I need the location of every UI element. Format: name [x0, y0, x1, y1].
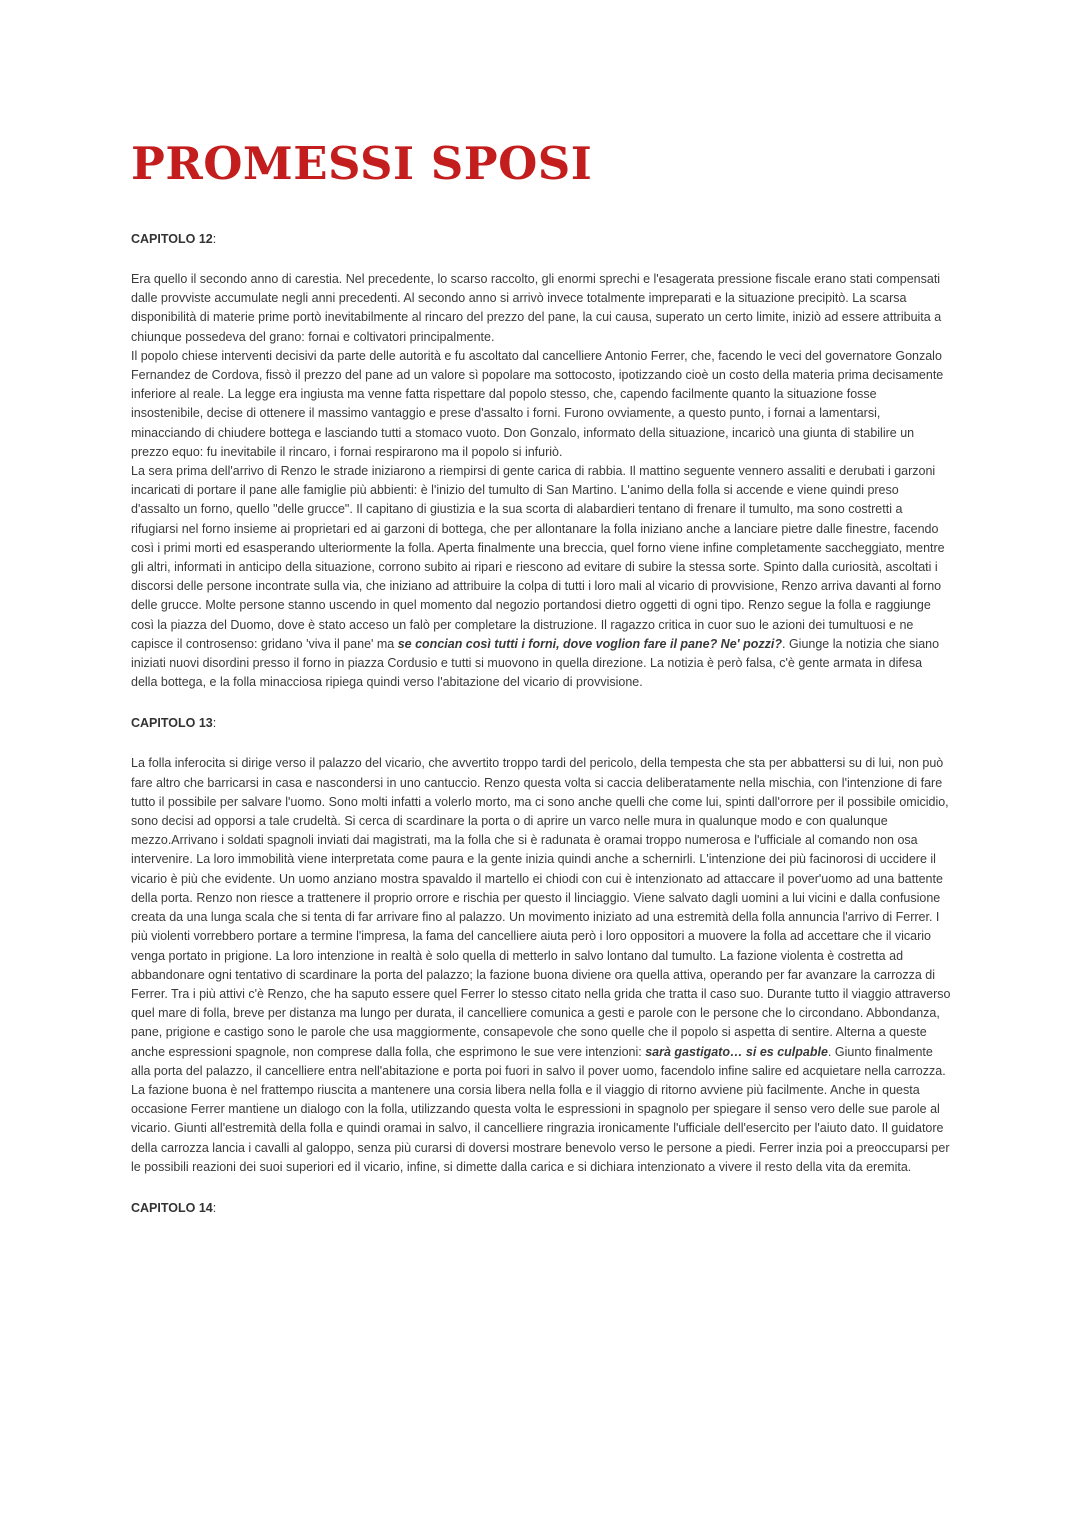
chapter-heading-label: CAPITOLO 14 — [131, 1200, 213, 1215]
chapters-container — [131, 230, 951, 1217]
paragraph — [131, 754, 951, 1176]
chapter-heading-label: CAPITOLO 12 — [131, 232, 213, 246]
document-page — [131, 138, 951, 1239]
paragraph — [131, 270, 951, 347]
chapter-heading: CAPITOLO 12: — [131, 232, 217, 246]
emphasized-quote: sarà gastigato… si es culpable — [645, 1044, 828, 1059]
paragraph-text: Era quello il secondo anno di carestia. Nel precedente, lo scarso raccolto, gli enormi sprechi e l'esagerata pressione fiscale erano stati compensati dalle provviste accumulate negli anni precedenti. Al secondo anno si arrivò invece totalmente impreparati e la situazione precipitò. La scarsa disponibilità di materie prime portò inevitabilmente al rincaro del prezzo del pane, la cui causa, superato un certo limite, iniziò ad essere attribuita a chiunque possedeva del grano: fornai e coltivatori principalmente. — [131, 272, 942, 344]
chapter-section — [131, 230, 951, 692]
chapter-body — [131, 754, 951, 1176]
paragraph — [131, 462, 951, 692]
paragraph-text: . Giunto finalmente alla porta del palazzo, il cancelliere entra nell'abitazione e porta poi fuori in salvo il pover uomo, facendolo infine salire ed acquietare nella carrozza. La fazione buona è nel frattempo riuscita a mantenere una corsia libera nella folla e il viaggio di ritorno avviene più facilmente. Anche in questa occasione Ferrer mantiene un dialogo con la folla, utilizzando questa volta le espressioni in spagnolo per spiegare il senso vero delle sue parole al vicario. Giunti all'estremità della folla e quindi oramai in salvo, il cancelliere ringrazia ironicamente l'ufficiale dell'esercito per l'aiuto dato. Il guidatore della carrozza lancia i cavalli al galoppo, senza più curarsi di doversi mostrare benevolo verso le persone a piedi. Ferrer inzia poi a preoccuparsi per le possibili reazioni dei suoi superiori ed il vicario, infine, si dimette dalla carica e si dichiara intenzionato a vivere il resto della vita da eremita. — [131, 1044, 950, 1174]
chapter-section — [131, 1199, 951, 1217]
document-title: PROMESSI SPOSI — [131, 137, 593, 190]
paragraph — [131, 347, 951, 462]
chapter-section — [131, 714, 951, 1176]
paragraph-text: La sera prima dell'arrivo di Renzo le strade iniziarono a riempirsi di gente carica di rabbia. Il mattino seguente vennero assaliti e derubati i garzoni incaricati di portare il pane alle famiglie più abbienti: è l'inizio del tumulto di San Martino. L'animo della folla si accende e viene quindi preso d'assalto un forno, quello "delle grucce". Il capitano di giustizia e la sua scorta di alabardieri tentano di frenare il tumulto, ma sono costretti a rifugiarsi nel forno insieme ai proprietari ed ai garzoni di bottega, che per allontanare la folla iniziano anche a lanciare pietre dalle finestre, facendo così i primi morti ed esasperando ulteriormente la folla. Aperta finalmente una breccia, quel forno viene infine completamente saccheggiato, mentre gli altri, informati in anticipo della situazione, corrono subito ai ripari e riescono ad evitare di subire la stessa sorte. Spinto dalla curiosità, ascoltati i discorsi delle persone incontrate sulla via, che iniziano ad attribuire la colpa di tutti i loro mali al vicario di provvisione, Renzo arriva davanti al forno delle grucce. Molte persone stanno uscendo in quel momento dal negozio portandosi dietro oggetti di ogni tipo. Renzo segue la folla e raggiunge così la piazza del Duomo, dove è stato acceso un falò per completare la distruzione. Il ragazzo critica in cuor suo le azioni dei tumultuosi e ne capisce il controsenso: gridano 'viva il pane' ma — [131, 464, 945, 651]
chapter-heading: CAPITOLO 14: — [131, 1200, 217, 1215]
paragraph-text: . Giunge la notizia che siano iniziati nuovi disordini presso il forno in piazza Cordusio e tutti si muovono in quella direzione. La notizia è però falsa, c'è gente armata in difesa della bottega, e la folla minacciosa ripiega quindi verso l'abitazione del vicario di provvisione. — [131, 636, 940, 690]
emphasized-quote: se concian così tutti i forni, dove voglion fare il pane? Ne' pozzi? — [397, 636, 782, 651]
chapter-body — [131, 270, 951, 692]
chapter-heading-label: CAPITOLO 13 — [131, 716, 213, 731]
paragraph-text: Il popolo chiese interventi decisivi da parte delle autorità e fu ascoltato dal cancelliere Antonio Ferrer, che, facendo le veci del governatore Gonzalo Fernandez de Cordova, fissò il prezzo del pane ad un valore sì popolare ma sottocosto, ipotizzando cioè un costo della materia prima decisamente inferiore al reale. La legge era ingiusta ma venne fatta rispettare dal popolo stesso, che, capendo facilmente quanto la situazione fosse insostenibile, decise di ottenere il massimo vantaggio e prese d'assalto i forni. Furono ovviamente, a questo punto, i fornai a lamentarsi, minacciando di chiudere bottega e lasciando tutti a stomaco vuoto. Don Gonzalo, informato della situazione, incaricò una giunta di stabilire un prezzo equo: fu inevitabile il rincaro, i fornai respirarono ma il popolo si infuriò. — [131, 348, 944, 459]
paragraph-text: La folla inferocita si dirige verso il palazzo del vicario, che avvertito troppo tardi del pericolo, della tempesta che sta per abbattersi su di lui, non può fare altro che barricarsi in casa e nascondersi in uno cantuccio. Renzo questa volta si caccia deliberatamente nella mischia, con l'intenzione di fare tutto il possibile per salvare l'uomo. Sono molti infatti a volerlo morto, ma ci sono anche quelli che come lui, spinti dall'orrore per il possibile omicidio, sono decisi ad opporsi a tale crudeltà. Si cerca di scardinare la porta o di aprire un varco nelle mura in qualunque modo e con qualunque mezzo.Arrivano i soldati spagnoli inviati dai magistrati, ma la folla che si è radunata è oramai troppo numerosa e l'ufficiale al comando non osa intervenire. La loro immobilità viene interpretata come paura e la gente inizia quindi anche a schernirli. L'intenzione dei più facinorosi di uccidere il vicario è più che evidente. Un uomo anziano mostra spavaldo il martello ei chiodi con cui è intenzionato ad attaccare il pover'uomo ad una battente della porta. Renzo non riesce a trattenere il proprio orrore e rischia per questo il linciaggio. Viene salvato dagli uomini a lui vicini e dalla confusione creata da una lunga scala che si tenta di far arrivare fino al palazzo. Un movimento iniziato ad una estremità della folla annuncia l'arrivo di Ferrer. I più violenti vorrebbero portare a termine l'impresa, la fama del cancelliere aiuta però i loro oppositori a muovere la folla ad accettare che il vicario venga portato in prigione. La loro intenzione in realtà è solo quella di metterlo in salvo lontano dal tumulto. La fazione violenta è costretta ad abbandonare ogni tentativo di scardinare la porta del palazzo; la fazione buona diviene ora quella attiva, operando per far avanzare la carrozza di Ferrer. Tra i più attivi c'è Renzo, che ha saputo essere quel Ferrer lo stesso citato nella grida che tratta il caso suo. Durante tutto il viaggio attraverso quel mare di folla, breve per distanza ma lungo per durata, il cancelliere comunica a gesti e parole con le persone che lo circondano. Abbondanza, pane, prigione e castigo sono le parole che usa maggiormente, consapevole che sono quelle che il popolo si aspetta di sentire. Alterna a queste anche espressioni spagnole, non comprese dalla folla, che esprimono le sue vere intenzioni: — [131, 756, 951, 1059]
chapter-heading: CAPITOLO 13: — [131, 716, 217, 731]
